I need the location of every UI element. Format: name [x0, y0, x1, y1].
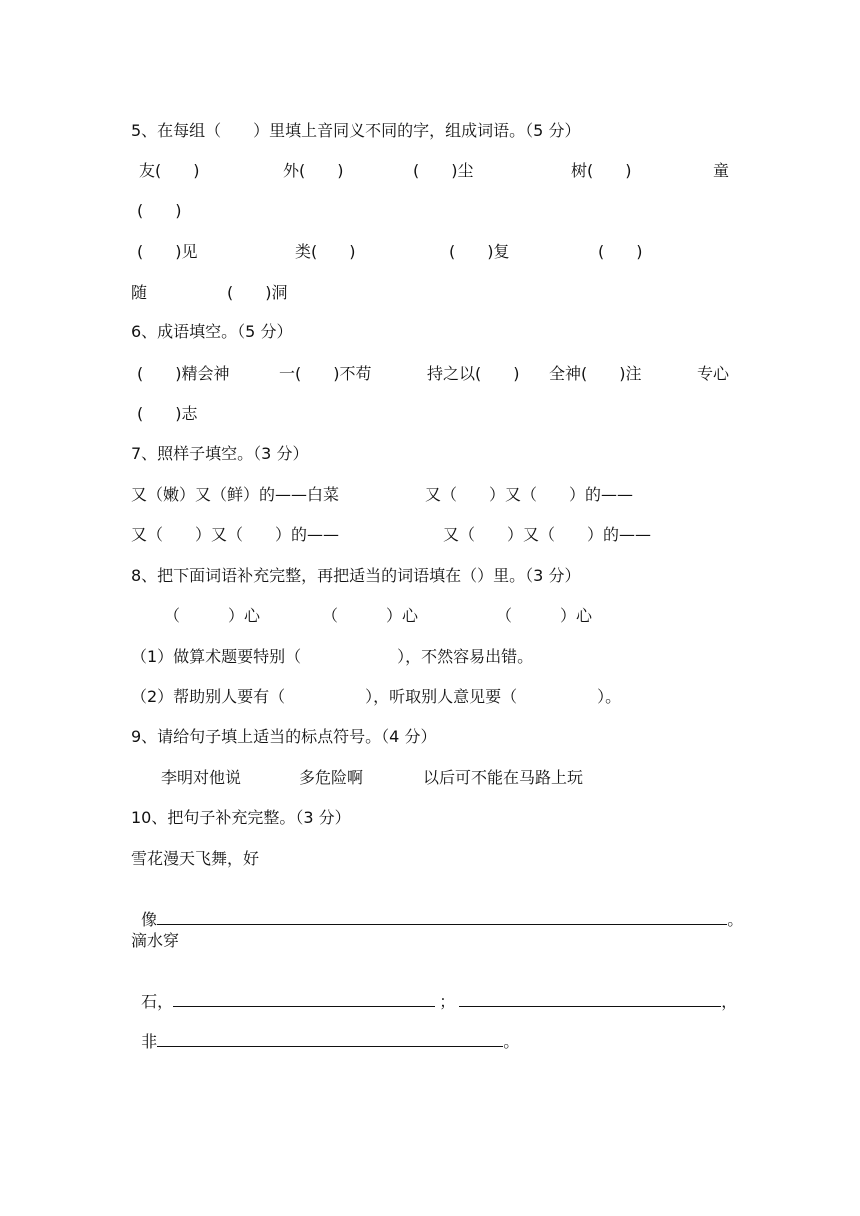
q8-sentence: （2）帮助别人要有（ ），听取别人意见要（ ）。: [131, 687, 622, 706]
q8-word: （ ）心: [322, 606, 419, 625]
q10-line: [131, 972, 737, 1012]
q5-item: 随: [131, 283, 148, 302]
q10-line: [131, 890, 743, 930]
q8-sentence: （1）做算术题要特别（ ），不然容易出错。: [131, 647, 534, 666]
q7-item: 又（ ）又（ ）的——: [425, 485, 634, 504]
q10-text: 。: [503, 1032, 520, 1051]
q8-word: （ ）心: [496, 606, 593, 625]
q6-item: 全神( )注: [549, 364, 642, 383]
q10-text: ，: [721, 992, 738, 1011]
answer-blank[interactable]: [173, 992, 435, 1007]
q5-item: 类( ): [295, 242, 356, 261]
q8-title: 8、把下面词语补充完整，再把适当的词语填在（）里。（3 分）: [131, 566, 581, 585]
answer-blank[interactable]: [157, 1032, 503, 1047]
q7-item: 又（嫩）又（鲜）的——白菜: [131, 485, 340, 504]
q9-part: 多危险啊: [299, 768, 364, 787]
q5-item: 童: [713, 161, 730, 180]
q7-item: 又（ ）又（ ）的——: [443, 525, 652, 544]
q10-text: 滴水穿: [131, 931, 180, 950]
q8-word: （ ）心: [164, 606, 261, 625]
q6-title: 6、成语填空。（5 分）: [131, 322, 293, 341]
q10-text: 像: [141, 910, 158, 929]
q5-item: 树( ): [571, 161, 632, 180]
q5-item: 友( ): [139, 161, 200, 180]
q6-item: ( )精会神: [137, 364, 230, 383]
q10-line: [131, 1012, 519, 1052]
q5-item: ( )复: [449, 242, 510, 261]
q10-text: 雪花漫天飞舞，好: [131, 849, 260, 868]
q7-item: 又（ ）又（ ）的——: [131, 525, 340, 544]
q6-item: 专心: [697, 364, 730, 383]
q5-item: ( ): [598, 242, 643, 261]
q5-item: ( ): [137, 201, 182, 220]
q6-item: 持之以( ): [427, 364, 520, 383]
q9-title: 9、请给句子填上适当的标点符号。（4 分）: [131, 727, 437, 746]
answer-blank[interactable]: [459, 992, 721, 1007]
q10-text: 非: [141, 1032, 158, 1051]
q6-item: ( )志: [137, 404, 198, 423]
q10-text: 石，: [141, 992, 174, 1011]
answer-blank[interactable]: [157, 910, 727, 925]
q7-title: 7、照样子填空。（3 分）: [131, 444, 309, 463]
q5-item: ( )洞: [227, 283, 288, 302]
q9-part: 李明对他说: [161, 768, 242, 787]
q10-text: 。: [727, 910, 744, 929]
q9-part: 以后可不能在马路上玩: [423, 768, 584, 787]
q6-item: 一( )不苟: [279, 364, 372, 383]
q5-title: 5、在每组（ ）里填上音同义不同的字，组成词语。（5 分）: [131, 121, 581, 140]
q5-item: 外( ): [283, 161, 344, 180]
q5-item: ( )尘: [413, 161, 474, 180]
q10-title: 10、把句子补充完整。（3 分）: [131, 808, 351, 827]
q5-item: ( )见: [137, 242, 198, 261]
q10-text: ；: [439, 992, 456, 1011]
